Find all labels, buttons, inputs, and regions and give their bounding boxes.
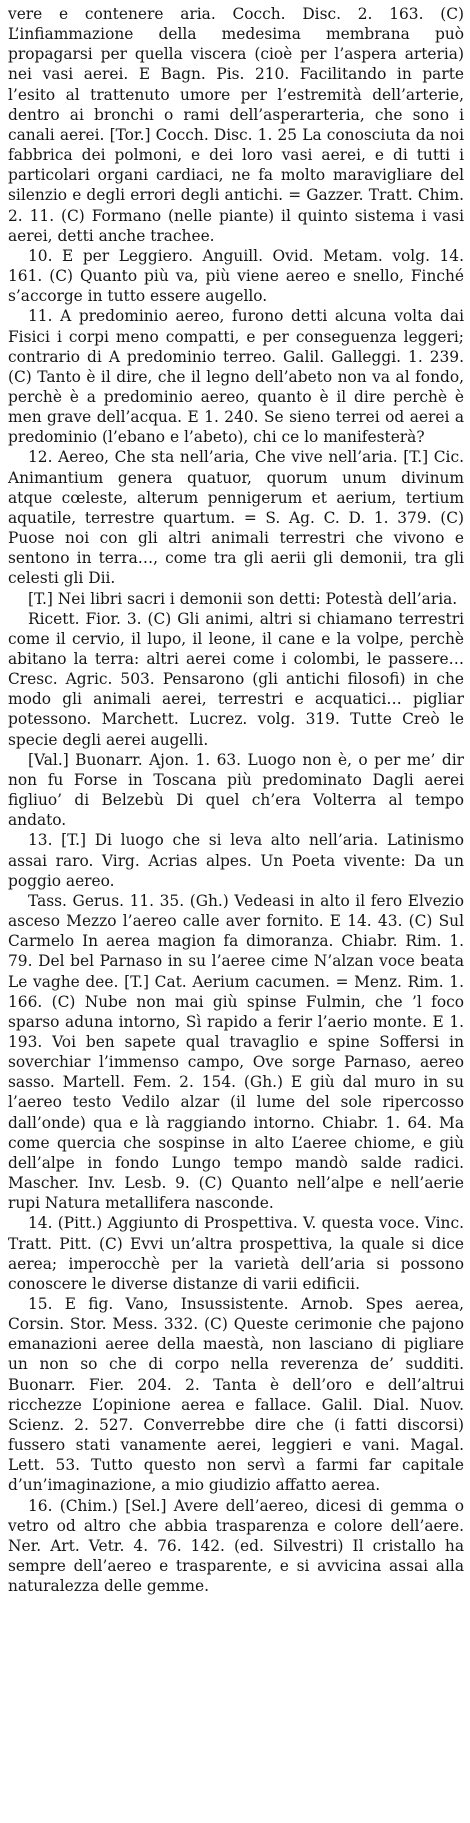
entry-12: 12. Aereo, Che sta nell’aria, Che vive nell’aria. [T.] Cic. Animantium genera quatuor, quorum unum divinum atque cœleste, alterum pennigerum et aerium, tertium aquatile, terrestre quartum. = S. Ag. C. D. 1. 379. (C) Puose noi con gli altri animali terrestri che vivono e sentono in terra…, come tra gli aerii gli demonii, tra gli celesti gli Dii. — [8, 448, 464, 588]
entry-16: 16. (Chim.) [Sel.] Avere dell’aereo, dicesi di gemma o vetro od altro che abbia trasparenza e colore dell’aere. Ner. Art. Vetr. 4. 76. 142. (ed. Silvestri) Il cristallo ha sempre dell’aereo e trasparente, e si avvicina assai alla naturalezza delle gemme. — [8, 1496, 464, 1596]
entry-12-citations: Ricett. Fior. 3. (C) Gli animi, altri si chiamano terrestri come il cervio, il lupo, il leone, il cane e la volpe, perchè abitano la terra: altri aerei come i colombi, le passere… Cresc. Agric. 503. Pensarono (gli antichi filosofi) in che modo gli animali aerei, terrestri e acquatici… pigliar potessono. Marchett. Lucrez. volg. 319. Tutte Creò le specie degli aerei augelli. — [8, 609, 464, 749]
entry-11: 11. A predominio aereo, furono detti alcuna volta dai Fisici i corpi meno compatti, e per conseguenza leggeri; contrario di A predominio terreo. Galil. Galleggi. 1. 239. (C) Tanto è il dire, che il legno dell’abeto non va al fondo, perchè è a predominio aereo, quanto è il dire perchè è men grave dell’acqua. E 1. 240. Se sieno terrei od aerei a predominio (l’ebano e l’abeto), chi ce lo manifesterà? — [8, 307, 464, 447]
entry-10: 10. E per Leggiero. Anguill. Ovid. Metam. volg. 14. 161. (C) Quanto più va, più viene aereo e snello, Finché s’accorge in tutto essere augello. — [8, 246, 464, 306]
entry-13: 13. [T.] Di luogo che si leva alto nell’aria. Latinismo assai raro. Virg. Acrias alpes. Un Poeta vivente: Da un poggio aereo. — [8, 831, 464, 890]
entry-15: 15. E fig. Vano, Insussistente. Arnob. Spes aerea, Corsin. Stor. Mess. 332. (C) Queste cerimonie che pajono emanazioni aeree della maestà, non lasciano di pigliare un non so che di corpo nella reverenza de’ sudditi. Buonarr. Fier. 204. 2. Tanta è dell’oro e dell’altrui ricchezze L’opinione aerea e fallace. Galil. Dial. Nuov. Scienz. 2. 527. Converrebbe dire che (i fatti discorsi) fussero stati vanamente aerei, leggieri e vani. Magal. Lett. 53. Tutto questo non servì a farmi far capitale d’un’imaginazione, a mio giudizio affatto aerea. — [8, 1295, 464, 1495]
entry-13-citations: Tass. Gerus. 11. 35. (Gh.) Vedeasi in alto il fero Elvezio asceso Mezzo l’aereo calle aver fornito. E 14. 43. (C) Sul Carmelo In aerea magion fa dimoranza. Chiabr. Rim. 1. 79. Del bel Parnaso in su l’aeree cime N’alzan voce beata Le vaghe dee. [T.] Cat. Aerium cacumen. = Menz. Rim. 1. 166. (C) Nube non mai giù spinse Fulmin, che ’l foco sparso aduna intorno, Sì rapido a ferir l’aerio monte. E 1. 193. Voi ben sapete qual travaglio e spine Soffersi in soverchiar l’immenso campo, Ove sorge Parnaso, aereo sasso. Martell. Fem. 2. 154. (Gh.) E giù dal muro in su l’aereo testo Vedilo alzar (il lume del sole ripercosso dall’onde) qua e là raggiando intorno. Chiabr. 1. 64. Ma come quercia che sospinse in alto L’aeree chiome, e giù dell’alpe in fondo Lungo tempo mandò salde radici. Mascher. Inv. Lesb. 9. (C) Quanto nell’alpe e nell’aerie rupi Natura metallifera nasconde. — [8, 891, 464, 1213]
entry-12-val-citation: [Val.] Buonarr. Ajon. 1. 63. Luogo non è, o per me’ dir non fu Forse in Toscana più predominato Dagli aerei figliuo’ di Belzebù Di quel ch’era Volterra al tempo andato. — [8, 750, 464, 830]
paragraph-continuation: vere e contenere aria. Cocch. Disc. 2. 163. (C) L’infiammazione della medesima membrana può propagarsi per quella viscera (cioè per l’aspera arteria) nei vasi aerei. E Bagn. Pis. 210. Facilitando in parte l’esito al trattenuto umore per l’estremità dell’arterie, dentro ai bronchi o rami dell’asperarteria, che sono i canali aerei. [Tor.] Cocch. Disc. 1. 25 La conosciuta da noi fabbrica dei polmoni, e dei loro vasi aerei, e di tutti i particolari organi cardiaci, ne fa molto maravigliare del silenzio e degli errori degli antichi. = Gazzer. Tratt. Chim. 2. 11. (C) Formano (nelle piante) il quinto sistema i vasi aerei, detti anche trachee. — [8, 5, 464, 245]
entry-14: 14. (Pitt.) Aggiunto di Prospettiva. V. questa voce. Vinc. Tratt. Pitt. (C) Evvi un’altra prospettiva, la quale si dice aerea; imperocchè per la varietà dell’aria si possono conoscere le diverse distanze di varii edificii. — [8, 1214, 464, 1293]
entry-12-sub-note: [T.] Nei libri sacri i demonii son detti: Potestà dell’aria. — [28, 589, 458, 608]
